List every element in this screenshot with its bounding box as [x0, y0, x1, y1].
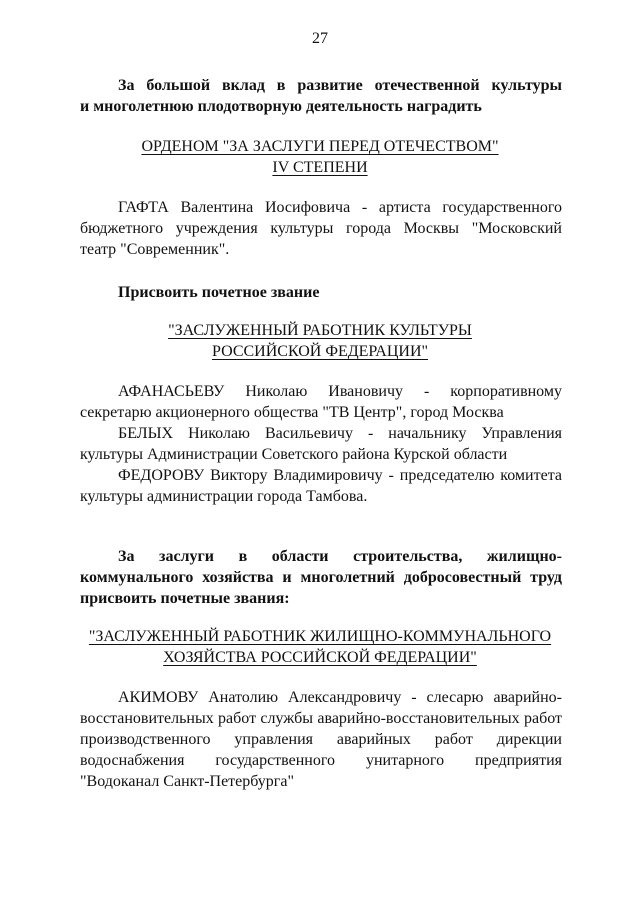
order-title-line-1: ОРДЕНОМ "ЗА ЗАСЛУГИ ПЕРЕД ОТЕЧЕСТВОМ"	[141, 138, 499, 155]
honorary-title-culture-line-1: "ЗАСЛУЖЕННЫЙ РАБОТНИК КУЛЬТУРЫ	[168, 322, 472, 339]
honorary-title-housing-line-1: "ЗАСЛУЖЕННЫЙ РАБОТНИК ЖИЛИЩНО-КОММУНАЛЬНОГО	[88, 628, 552, 645]
recipient-afanasyev-line-2: секретарю акционерного общества "ТВ Центр", город Москва	[80, 404, 504, 421]
honorary-title-housing-line-2: ХОЗЯЙСТВА РОССИЙСКОЙ ФЕДЕРАЦИИ"	[163, 649, 477, 666]
recipient-fedorov-line-1: ФЕДОРОВУ Виктору Владимировичу - председателю комитета	[118, 467, 562, 484]
intro-line-2: и многолетнюю плодотворную деятельность наградить	[80, 98, 482, 115]
recipient-akimov-line-2: восстановительных работ службы аварийно-восстановительных работ	[80, 710, 562, 727]
intro3-line-2: коммунального хозяйства и многолетний добросовестный труд	[80, 569, 562, 586]
award-recipient-line-1: ГАФТА Валентина Иосифовича - артиста государственного	[118, 199, 562, 216]
recipient-akimov-line-1: АКИМОВУ Анатолию Александровичу - слесарю аварийно-	[118, 689, 562, 706]
recipient-afanasyev-line-1: АФАНАСЬЕВУ Николаю Ивановичу - корпоративному	[118, 383, 562, 400]
section-heading-culture: Присвоить почетное звание	[118, 284, 320, 301]
recipient-belykh-line-1: БЕЛЫХ Николаю Васильевичу - начальнику Управления	[118, 425, 562, 442]
honorary-title-culture-line-2: РОССИЙСКОЙ ФЕДЕРАЦИИ"	[211, 343, 429, 360]
intro3-line-3: присвоить почетные звания:	[80, 590, 290, 607]
order-title-line-2: IV СТЕПЕНИ	[272, 159, 368, 176]
recipient-belykh-line-2: культуры Администрации Советского района Курской области	[80, 446, 508, 463]
recipient-akimov-line-3: производственного управления аварийных работ дирекции	[80, 731, 562, 748]
recipient-fedorov-line-2: культуры администрации города Тамбова.	[80, 488, 368, 505]
recipient-akimov-line-4: водоснабжения государственного унитарного предприятия	[80, 752, 562, 769]
recipient-akimov-line-5: "Водоканал Санкт-Петербурга"	[80, 773, 294, 790]
intro-line-1: За большой вклад в развитие отечественной культуры	[118, 77, 562, 94]
intro3-line-1: За заслуги в области строительства, жилищно-	[118, 548, 562, 565]
page-number: 27	[312, 30, 328, 47]
award-recipient-line-2: бюджетного учреждения культуры города Москвы "Московский	[80, 220, 562, 237]
award-recipient-line-3: театр "Современник".	[80, 241, 230, 258]
